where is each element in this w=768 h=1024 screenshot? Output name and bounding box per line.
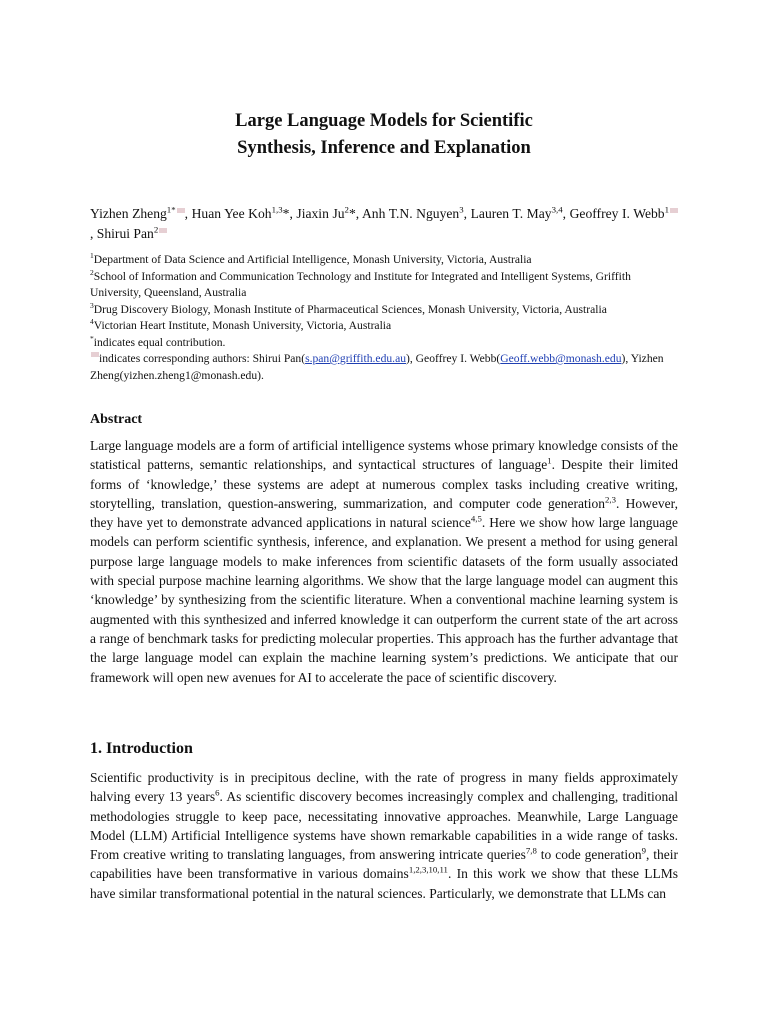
author-affiliation-mark: 2: [153, 224, 159, 235]
email-link-pan[interactable]: s.pan@griffith.edu.au: [305, 352, 407, 365]
affiliation-text: Drug Discovery Biology, Monash Institute of Pharmaceutical Sciences, Monash University, Victoria, Australia: [93, 302, 607, 316]
email-link-webb[interactable]: Geoff.webb@monash.edu: [500, 352, 622, 365]
author-name: Shirui Pan: [96, 226, 154, 241]
text-run: . In this work we show that these LLMs have similar transformational potential in the natural sciences. Particularly, we demonstrate that LLMs can: [90, 866, 678, 901]
corr-suffix: ), Yizhen Zheng(yizhen.zheng1@monash.edu).: [90, 352, 664, 382]
text-run: Large language models are a form of artificial intelligence systems whose primary knowledge consists of the statistical patterns, semantic relationships, and syntactical structures of language: [90, 438, 678, 473]
citation-ref: 6: [215, 787, 220, 798]
equal-contribution-note: [90, 335, 682, 352]
author-name: Anh T.N. Nguyen: [361, 206, 460, 221]
author-separator: ,: [355, 206, 362, 221]
author-name: Jiaxin Ju: [296, 206, 345, 221]
envelope-icon: [177, 208, 185, 213]
author-affiliation-mark: 1*: [166, 204, 176, 215]
affiliations: [90, 252, 682, 384]
citation-ref: 4,5: [470, 513, 482, 524]
affiliation-mark: 4: [90, 317, 94, 327]
equal-contribution-mark: *: [348, 206, 356, 221]
equal-contribution-mark: *: [282, 206, 290, 221]
author-list: [90, 204, 678, 244]
author-name: Yizhen Zheng: [90, 206, 167, 221]
citation-ref: 1: [547, 455, 552, 466]
author-name: Geoffrey I. Webb: [569, 206, 665, 221]
affiliation-text: School of Information and Communication Technology and Institute for Integrated and Intelligent Systems, Griffith University, Queensland, Australia: [90, 269, 631, 299]
author-affiliation-mark: 3,4: [551, 204, 563, 215]
text-run: . However, they have yet to demonstrate advanced applications in natural science: [90, 495, 678, 531]
author-name: Lauren T. May: [470, 206, 552, 221]
introduction-heading: 1. Introduction: [90, 740, 193, 757]
author-separator: ,: [184, 206, 192, 221]
corr-prefix: indicates corresponding authors: Shirui Pan(: [99, 352, 306, 365]
citation-ref: 2,3: [605, 494, 616, 505]
corresponding-authors-note: [90, 351, 682, 384]
author-separator: ,: [90, 226, 97, 241]
text-run: . Despite their limited forms of ‘knowledge,’ these systems are adept at numerous complex tasks including creative writing, storytelling, translation, question-answering, summarization, and computer code generation: [90, 457, 678, 511]
citation-ref: 7,8: [525, 845, 537, 856]
affiliation-mark: 1: [90, 251, 94, 261]
affiliation: [90, 252, 682, 269]
affiliation: [90, 318, 682, 335]
title-line-1: Large Language Models for Scientific: [235, 111, 533, 131]
abstract-paragraph: [90, 436, 678, 687]
author-separator: ,: [562, 206, 570, 221]
author-affiliation-mark: 1: [664, 204, 670, 215]
citation-ref: 1,2,3,10,11: [408, 864, 448, 875]
abstract-heading: Abstract: [90, 412, 143, 427]
introduction-paragraph: [90, 768, 678, 903]
paper-title: [0, 108, 768, 162]
text-run: to code generation: [536, 847, 642, 863]
citation-ref: 9: [641, 845, 646, 856]
introduction-body: [90, 768, 678, 903]
author-separator: ,: [463, 206, 471, 221]
envelope-icon: [670, 208, 678, 213]
text-run: Scientific productivity is in precipitous decline, with the rate of progress in many fields approximately halving every 13 years: [90, 770, 678, 805]
text-run: . Here we show how large language models can perform scientific synthesis, inference, and explanation. We present a method for using general purpose large language models to make inferences from scientific datasets of the form usually associated with special purpose machine learning algorithms. We show that the large language model can augment this ‘knowledge’ by synthesizing from the scientific literature. When a conventional machine learning system is augmented with this synthesized and inferred knowledge it can outperform the current state of the art across a range of benchmark tasks for predicting molecular properties. This approach has the further advantage that the large language model can explain the machine learning system’s predictions. We anticipate that our framework will open new avenues for AI to accelerate the pace of scientific discovery.: [90, 515, 678, 685]
envelope-icon: [91, 352, 99, 357]
author-separator: ,: [289, 206, 297, 221]
author-affiliation-mark: 3: [459, 204, 464, 215]
affiliation-text: Department of Data Science and Artificial Intelligence, Monash University, Victoria, Australia: [93, 253, 532, 266]
affiliation-text: Victorian Heart Institute, Monash University, Victoria, Australia: [93, 319, 392, 332]
affiliation: [90, 269, 682, 302]
abstract-body: [90, 436, 678, 687]
affiliation-mark: 3: [90, 300, 94, 310]
corr-mid: ), Geoffrey I. Webb(: [406, 352, 501, 365]
envelope-icon: [159, 228, 167, 233]
author-affiliation-mark: 2: [344, 204, 349, 215]
text-run: . As scientific discovery becomes increasingly complex and challenging, traditional methodologies struggle to keep pace, necessitating innovative approaches. Meanwhile, Large Language Model (LLM) Artificial Intelligence systems have shown remarkable capabilities in a wide range of tasks. From creative writing to translating languages, from answering intricate queries: [90, 789, 678, 863]
affiliation-list: [90, 252, 682, 335]
title-line-2: Synthesis, Inference and Explanation: [237, 138, 531, 158]
affiliation-mark: 2: [90, 267, 94, 277]
affiliation: [90, 302, 682, 319]
equal-note-text: indicates equal contribution.: [93, 335, 226, 349]
author-affiliation-mark: 1,3: [271, 204, 283, 215]
text-run: , their capabilities have been transformative in various domains: [90, 847, 678, 882]
author-name: Huan Yee Koh: [191, 206, 272, 221]
equal-mark: *: [90, 333, 94, 343]
